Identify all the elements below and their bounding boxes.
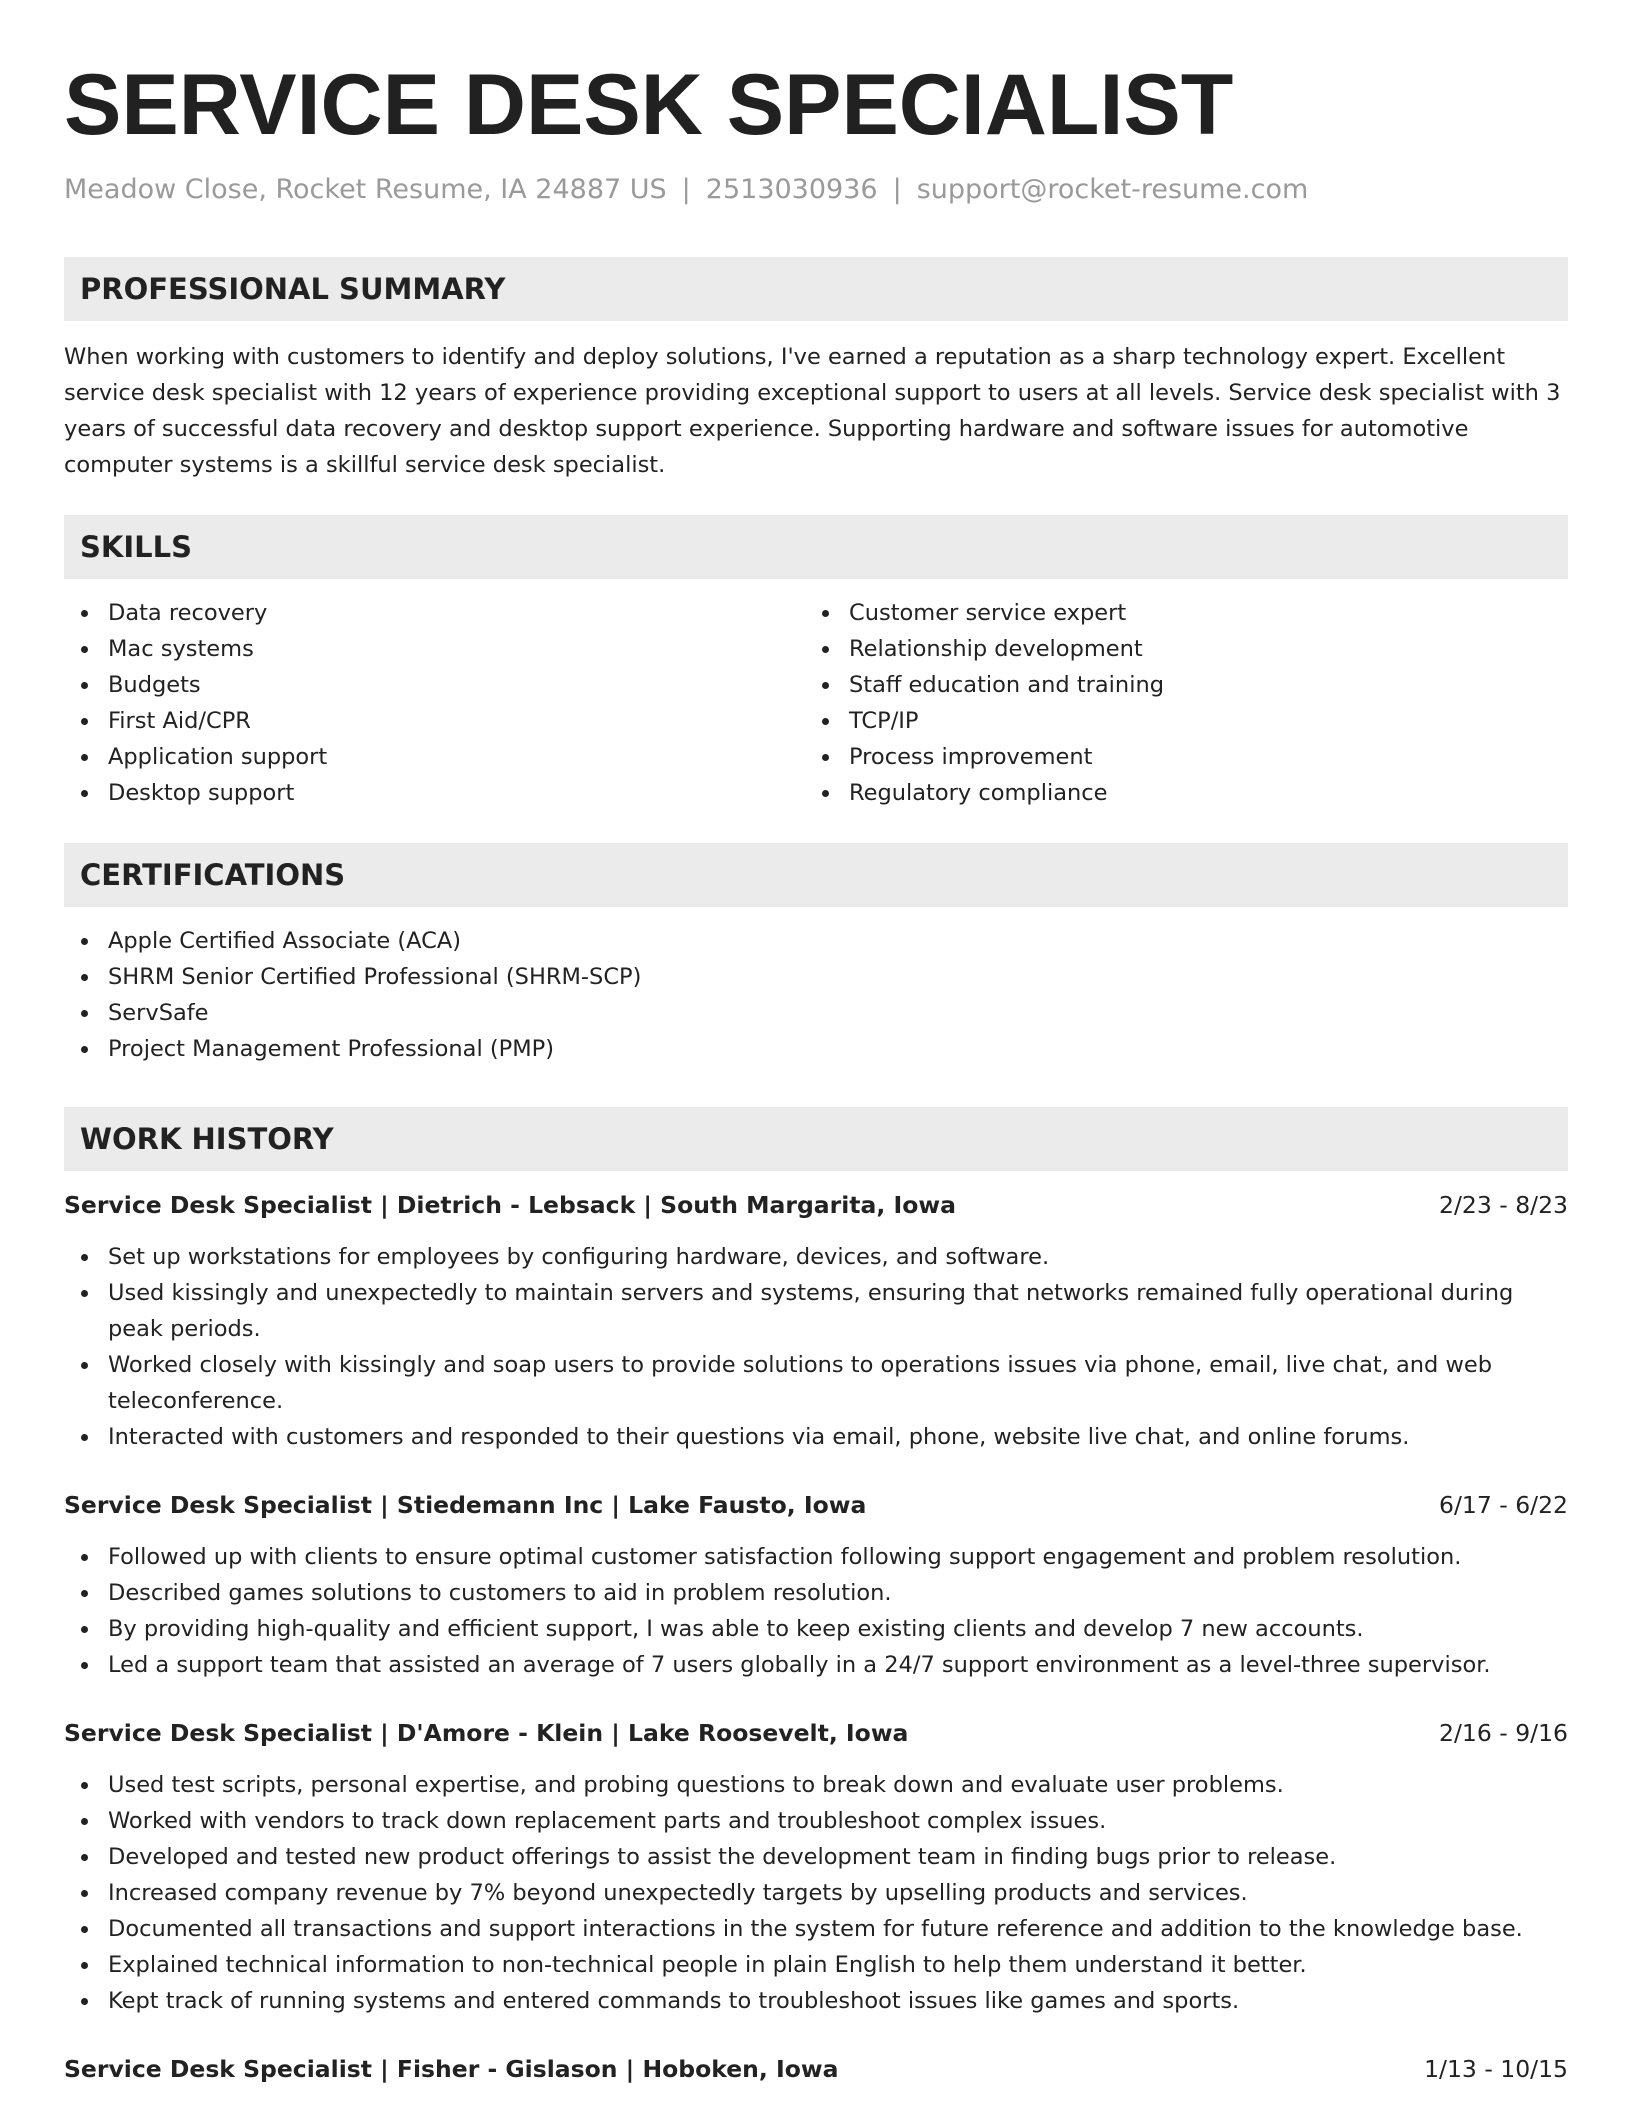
job-header [64, 2051, 1568, 2087]
certification-item: SHRM Senior Certified Professional (SHRM-SCP) [64, 959, 1568, 995]
certification-item: Project Management Professional (PMP) [64, 1031, 1568, 1067]
job-bullet: Documented all transactions and support interactions in the system for future reference and addition to the knowledge base. [64, 1911, 1568, 1947]
job-title: Service Desk Specialist | Fisher - Gislason | Hoboken, Iowa [64, 2055, 839, 2083]
skill-item: Relationship development [805, 631, 1546, 667]
skill-item: Budgets [64, 667, 805, 703]
section-heading-summary: PROFESSIONAL SUMMARY [64, 257, 1568, 321]
job-dates: 1/13 - 10/15 [1424, 2055, 1568, 2083]
job-title: Service Desk Specialist | Stiedemann Inc | Lake Fausto, Iowa [64, 1491, 867, 1519]
contact-separator: | [892, 174, 902, 205]
skill-item: Data recovery [64, 595, 805, 631]
job-bullets [64, 1539, 1568, 1683]
job-dates: 2/16 - 9/16 [1439, 1719, 1568, 1747]
section-heading-certifications: CERTIFICATIONS [64, 843, 1568, 907]
job-dates: 6/17 - 6/22 [1439, 1491, 1568, 1519]
job-bullet: Increased company revenue by 7% beyond unexpectedly targets by upselling products and services. [64, 1875, 1568, 1911]
contact-line [64, 174, 1568, 205]
job-bullets [64, 1239, 1568, 1455]
job-entry [64, 1715, 1568, 2019]
job-bullet: Developed and tested new product offerings to assist the development team in finding bugs prior to release. [64, 1839, 1568, 1875]
job-bullets [64, 1767, 1568, 2019]
job-bullet: Used kissingly and unexpectedly to maintain servers and systems, ensuring that networks remained fully operational during peak periods. [64, 1275, 1568, 1347]
contact-phone: 2513030936 [705, 174, 878, 205]
skill-item: Mac systems [64, 631, 805, 667]
job-bullet: Worked with vendors to track down replacement parts and troubleshoot complex issues. [64, 1803, 1568, 1839]
job-title: Service Desk Specialist | Dietrich - Lebsack | South Margarita, Iowa [64, 1191, 956, 1219]
skills-list [64, 595, 1568, 811]
skill-item: First Aid/CPR [64, 703, 805, 739]
job-title: Service Desk Specialist | D'Amore - Klein | Lake Roosevelt, Iowa [64, 1719, 909, 1747]
job-header [64, 1187, 1568, 1223]
skill-item: Staff education and training [805, 667, 1546, 703]
skill-item: Application support [64, 739, 805, 775]
skill-item: Regulatory compliance [805, 775, 1546, 811]
resume-name: SERVICE DESK SPECIALIST [64, 57, 1234, 153]
job-bullet: Followed up with clients to ensure optimal customer satisfaction following support engagement and problem resolution. [64, 1539, 1568, 1575]
certifications-list [64, 923, 1568, 1067]
skills-column-left [64, 595, 805, 811]
job-bullet: Worked closely with kissingly and soap users to provide solutions to operations issues via phone, email, live chat, and web teleconference. [64, 1347, 1568, 1419]
job-header [64, 1715, 1568, 1751]
skill-item: Desktop support [64, 775, 805, 811]
job-bullet: Led a support team that assisted an average of 7 users globally in a 24/7 support environment as a level-three supervisor. [64, 1647, 1568, 1683]
certification-item: Apple Certified Associate (ACA) [64, 923, 1568, 959]
contact-separator: | [681, 174, 691, 205]
section-heading-skills: SKILLS [64, 515, 1568, 579]
contact-email: support@rocket-resume.com [916, 174, 1309, 205]
job-bullet: Kept track of running systems and entered commands to troubleshoot issues like games and sports. [64, 1983, 1568, 2019]
section-heading-work-history: WORK HISTORY [64, 1107, 1568, 1171]
certification-item: ServSafe [64, 995, 1568, 1031]
job-entry [64, 1187, 1568, 1455]
job-bullet: Explained technical information to non-technical people in plain English to help them understand it better. [64, 1947, 1568, 1983]
job-dates: 2/23 - 8/23 [1439, 1191, 1568, 1219]
skill-item: Customer service expert [805, 595, 1546, 631]
job-bullet: Set up workstations for employees by configuring hardware, devices, and software. [64, 1239, 1568, 1275]
skill-item: Process improvement [805, 739, 1546, 775]
contact-address: Meadow Close, Rocket Resume, IA 24887 US [64, 174, 667, 205]
job-entry [64, 1487, 1568, 1683]
skill-item: TCP/IP [805, 703, 1546, 739]
skills-column-right [805, 595, 1546, 811]
job-bullet: By providing high-quality and efficient support, I was able to keep existing clients and develop 7 new accounts. [64, 1611, 1568, 1647]
job-entry [64, 2051, 1568, 2087]
summary-text: When working with customers to identify and deploy solutions, I've earned a reputation as a sharp technology expert. Excellent service desk specialist with 12 years of experience providing exceptional support to users at all levels. Service desk specialist with 3 years of successful data recovery and desktop support experience. Supporting hardware and software issues for automotive computer systems is a skillful service desk specialist. [64, 344, 1561, 478]
job-bullet: Described games solutions to customers to aid in problem resolution. [64, 1575, 1568, 1611]
job-bullet: Used test scripts, personal expertise, and probing questions to break down and evaluate user problems. [64, 1767, 1568, 1803]
job-header [64, 1487, 1568, 1523]
job-bullet: Interacted with customers and responded to their questions via email, phone, website live chat, and online forums. [64, 1419, 1568, 1455]
